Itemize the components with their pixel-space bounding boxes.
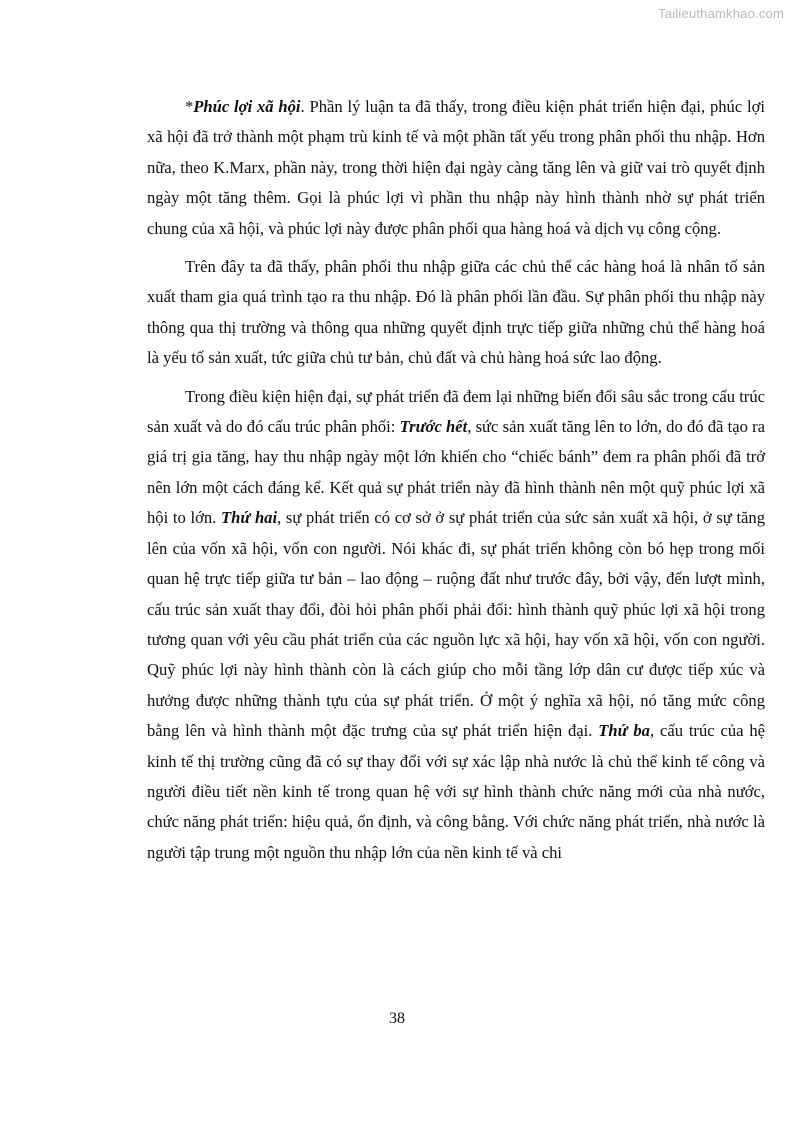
paragraph-social-welfare bbox=[147, 92, 765, 244]
paragraph-first-distribution bbox=[147, 252, 765, 374]
text-run: , cấu trúc của hệ kinh tế thị trường cũng đã có sự thay đổi với sự xác lập nhà nước là chủ thể kinh tế công và người điều tiết nền kinh tế trong quan hệ với sự hình thành chức năng mới của nhà nước, chức năng phát triển: hiệu quả, ổn định, và công bằng. Với chức năng phát triển, nhà nước là người tập trung một nguồn thu nhập lớn của nền kinh tế và chi bbox=[147, 721, 765, 862]
text-run: , sự phát triển có cơ sở ở sự phát triển của sức sản xuất xã hội, ở sự tăng lên của vốn xã hội, vốn con người. Nói khác đi, sự phát triển không còn bó hẹp trong mối quan hệ trực tiếp giữa tư bản – lao động – ruộng đất như trước đây, bởi vậy, đến lượt mình, cấu trúc sản xuất thay đổi, đòi hỏi phân phối phải đổi: hình thành quỹ phúc lợi xã hội trong tương quan với yêu cầu phát triển của các nguồn lực xã hội, hay vốn xã hội, vốn con người. Quỹ phúc lợi này hình thành còn là cách giúp cho mỗi tầng lớp dân cư được tiếp xúc và hưởng được những thành tựu của sự phát triển. Ở một ý nghĩa xã hội, nó tăng mức công bằng lên và hình thành một đặc trưng của sự phát triển hiện đại. bbox=[147, 508, 766, 741]
text-run: * bbox=[185, 97, 194, 116]
document-body bbox=[147, 92, 765, 876]
text-run: , sức sản xuất tăng lên to lớn, do đó đã tạo ra giá trị gia tăng, hay thu nhập ngày một lớn khiến cho “chiếc bánh” đem ra phân phối đã trở nên lớn một cách đáng kể. Kết quả sự phát triển này đã hình thành nên một quỹ phúc lợi xã hội to lớn. bbox=[147, 417, 765, 528]
paragraph-modern-conditions bbox=[147, 382, 765, 869]
text-run: Trong điều kiện hiện đại, sự phát triển đã đem lại những biến đổi sâu sắc trong cấu trúc sản xuất và do đó cấu trúc phân phối: bbox=[147, 386, 765, 437]
page-number: 38 bbox=[389, 1010, 405, 1027]
watermark: Tailieuthamkhao.com bbox=[658, 6, 784, 21]
emphasis-first: Trước hết bbox=[399, 417, 468, 437]
emphasis-third: Thứ ba bbox=[598, 721, 650, 741]
emphasis-heading: Phúc lợi xã hội bbox=[193, 97, 301, 116]
emphasis-second: Thứ hai bbox=[220, 508, 278, 528]
text-run: . Phần lý luận ta đã thấy, trong điều kiện phát triển hiện đại, phúc lợi xã hội đã trở thành một phạm trù kinh tế và một phần tất yếu trong phân phối thu nhập. Hơn nữa, theo K.Marx, phần này, trong thời hiện đại ngày càng tăng lên và giữ vai trò quyết định ngày một tăng thêm. Gọi là phúc lợi vì phần thu nhập này hình thành nhờ sự phát triển chung của xã hội, và phúc lợi này được phân phối qua hàng hoá và dịch vụ công cộng. bbox=[147, 97, 765, 238]
text-run: Trên đây ta đã thấy, phân phối thu nhập giữa các chủ thể các hàng hoá là nhân tố sản xuất tham gia quá trình tạo ra thu nhập. Đó là phân phối lần đầu. Sự phân phối thu nhập này thông qua thị trường và thông qua những quyết định trực tiếp giữa những chủ thể hàng hoá là yếu tố sản xuất, tức giữa chủ tư bản, chủ đất và chủ hàng hoá sức lao động. bbox=[147, 257, 765, 368]
